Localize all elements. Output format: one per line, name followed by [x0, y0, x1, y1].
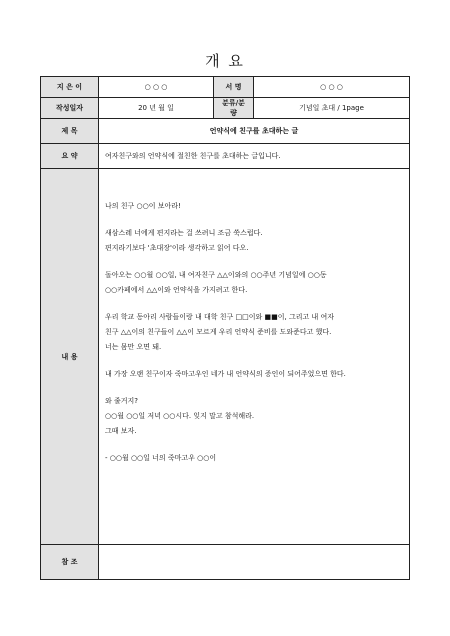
content-line: ○○카페에서 △△이와 언약식을 가지려고 한다. [105, 286, 248, 294]
content-body [99, 169, 410, 545]
date-label: 작성일자 [41, 98, 99, 119]
reference-label: 참 조 [41, 545, 99, 580]
blank-line [105, 256, 403, 268]
summary-label: 요 약 [41, 144, 99, 169]
signature-label: 서 명 [214, 77, 254, 98]
date-row [41, 98, 410, 119]
content-line: 돌아오는 ○○월 ○○일, 내 여자친구 △△이와의 ○○주년 기념일에 ○○동 [105, 271, 327, 279]
blank-line [105, 214, 403, 226]
outline-form [40, 76, 410, 580]
reference-row [41, 545, 410, 580]
content-line: 와 줄거지? [105, 397, 138, 405]
author-row [41, 77, 410, 98]
content-label: 내 용 [41, 169, 99, 545]
category-label: 분류/분량 [214, 98, 254, 119]
content-line: ○○월 ○○일 저녁 ○○시다. 잊지 말고 참석해라. [105, 412, 255, 420]
signature-value: ○ ○ ○ [254, 77, 410, 98]
content-line: 나의 친구 ○○이 보아라! [105, 202, 181, 210]
content-line: 우리 학교 동아리 사람들이랑 내 대학 친구 □□이와 ■■이, 그리고 내 여자 [105, 313, 334, 321]
content-line: 편지라기보다 '초대장'이라 생각하고 읽어 다오. [105, 244, 249, 252]
reference-value [99, 545, 410, 580]
document-title: 개 요 [205, 52, 245, 70]
summary-row [41, 144, 410, 169]
content-lines [105, 169, 403, 466]
subject-label: 제 목 [41, 119, 99, 144]
category-value: 기념일 초대 / 1page [254, 98, 410, 119]
content-line: 친구 △△이의 친구들이 △△이 모르게 우리 언약식 준비를 도와준다고 했다. [105, 328, 332, 336]
blank-line [105, 382, 403, 394]
subject-row [41, 119, 410, 144]
content-line: 새삼스레 너에게 편지라는 걸 쓰려니 조금 쑥스럽다. [105, 229, 263, 237]
author-value: ○ ○ ○ [99, 77, 214, 98]
author-label: 지 은 이 [41, 77, 99, 98]
blank-line [105, 298, 403, 310]
summary-value: 여자친구와의 언약식에 절친한 친구를 초대하는 글입니다. [99, 144, 410, 169]
content-line: 너는 몸만 오면 돼. [105, 343, 162, 351]
content-line: - ○○월 ○○일 너의 죽마고우 ○○이 [105, 454, 217, 462]
content-line: 내 가장 오랜 친구이자 죽마고우인 네가 내 언약식의 증인이 되어주었으면 한다. [105, 370, 346, 378]
subject-value: 언약식에 친구를 초대하는 글 [99, 119, 410, 144]
content-line: 그때 보자. [105, 427, 137, 435]
content-row [41, 169, 410, 545]
blank-line [105, 355, 403, 367]
blank-line [105, 439, 403, 451]
date-value: 20 년 월 일 [99, 98, 214, 119]
